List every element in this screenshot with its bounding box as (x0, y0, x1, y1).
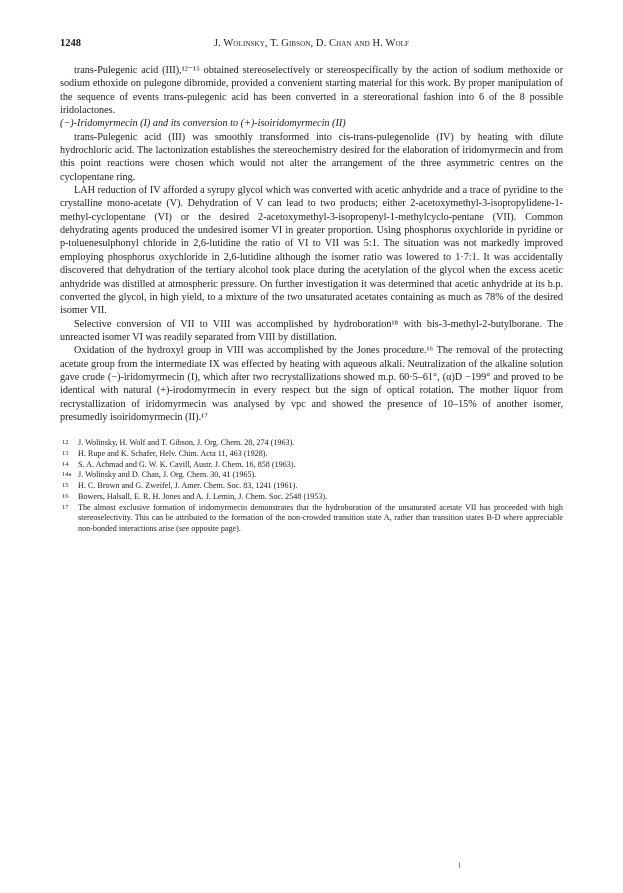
footnotes (60, 438, 563, 534)
footnote (60, 481, 563, 492)
footnote-text: The almost exclusive formation of iridomyrmecin demonstrates that the hydroboration of the unsaturated acetate VII has proceeded with high stereoselectivity. This can be attributed to the formation of the non-crowded transition state A, rather than transition states B-D where appreciable non-bonded interactions arise (see opposite page). (78, 502, 563, 533)
footnote-number: 17 (62, 503, 69, 511)
footnote-text: S. A. Achmad and G. W. K. Cavill, Austr. J. Chem. 16, 858 (1963). (78, 459, 296, 469)
footnote-number: 15 (62, 482, 69, 490)
footnote-text: H. Rupe and K. Schafer, Helv. Chim. Acta 11, 463 (1928). (78, 448, 268, 458)
paragraph-intro: trans-Pulegenic acid (III),¹²⁻¹⁵ obtained stereoselectively or stereospecifically by the action of sodium methoxide or sodium ethoxide on pulegone dibromide, provided a convenient starting material for this work. By proper manipulation of the sequence of events trans-pulegenic acid has been converted in a stereorational fashion into 6 of the 8 possible iridolactones. (60, 65, 563, 117)
running-head (60, 38, 563, 54)
section-heading: (−)-Iridomyrmecin (I) and its conversion to (+)-isoiridomyrmecin (II) (60, 118, 346, 130)
footnote-text: H. C. Brown and G. Zweifel, J. Amer. Chem. Soc. 83, 1241 (1961). (78, 481, 298, 491)
footnote-text: Bowers, Halsall, E. R. H. Jones and A. J. Lemin, J. Chem. Soc. 2548 (1953). (78, 491, 328, 501)
footnote (60, 460, 563, 471)
footnote-number: 14a (62, 471, 72, 479)
running-head-authors: J. Wolinsky, T. Gibson, D. Chan and H. Wolf (213, 38, 410, 49)
footnote-number: 16 (62, 492, 69, 500)
footnote-text: J. Wolinsky and D. Chan, J. Org. Chem. 30, 41 (1965). (78, 470, 257, 480)
footnote-text: J. Wolinsky, H. Wolf and T. Gibson, J. Org. Chem. 28, 274 (1963). (78, 438, 295, 448)
footnote-number: 13 (62, 449, 69, 457)
footnote (60, 438, 563, 449)
scan-mark (459, 862, 460, 868)
page-number: 1248 (60, 38, 81, 49)
paragraph-lactonization: trans-Pulegenic acid (III) was smoothly transformed into cis-trans-pulegenolide (IV) by heating with dilute hydrochloric acid. The lactonization establishes the stereochemistry desired for the elaboration of iridomyrmecin and from this point reactions were chosen which would not alter the arrangement of the three asymmetric centres on the cyclopentane ring. (60, 131, 563, 183)
footnote (60, 470, 563, 481)
footnote-number: 12 (62, 439, 69, 447)
paragraph-hydroboration: Selective conversion of VII to VIII was accomplished by hydroboration¹⁸ with bis-3-methyl-2-butylborane. The unreacted isomer VI was readily separated from VIII by distillation. (60, 318, 563, 343)
paragraph-dehydration: LAH reduction of IV afforded a syrupy glycol which was converted with acetic anhydride and a trace of pyridine to the crystalline mono-acetate (V). Dehydration of V can lead to two products; either 2-acetoxymethyl-3-isopropylidene-1-methyl-cyclopentane (VI) or the desired 2-acetoxymethyl-3-isopropenyl-1-methylcyclo-pentane (VII). Common dehydrating agents produced the undesired isomer VI in greater proportion. Using phosphorus oxychloride in pyridine or p-toluenesulphonyl chloride in 2,6-lutidine the ratio of VI to VII was 5:1. The situation was not markedly improved employing phosphorus oxychloride in 2,6-lutidine although the isomer ratio was lowered to 1·7:1. It was accidentally discovered that dehydration of the tertiary alcohol took place during the acetylation of the glycol when the excess acetic anhydride was distilled at atmospheric pressure. On further investigation it was determined that acetic anhydride at its b.p. converted the glycol, in high yield, to a mixture of the two unsaturated acetates containing as much as 78% of the desired isomer VII. (60, 185, 563, 317)
footnote (60, 492, 563, 503)
footnote-number: 14 (62, 460, 69, 468)
paragraph-oxidation: Oxidation of the hydroxyl group in VIII was accomplished by the Jones procedure.¹⁶ The removal of the protecting acetate group from the intermediate IX was effected by heating with aqueous alkali. Neutralization of the alkaline solution gave crude (−)-iridomyrmecin (I), which after two recrystallizations showed m.p. 60·5–61°, (α)D −199° and proved to be identical with natural (+)-irodomyrmecin in every respect but the sign of optical rotation. The mother liquor from recrystallization of iridomyrmecin was analysed by vpc and showed the presence of 10–15% of another isomer, presumedly isoiridomyrmecin (II).¹⁷ (60, 345, 563, 423)
footnote (60, 503, 563, 535)
article-body (60, 64, 563, 424)
footnote (60, 449, 563, 460)
